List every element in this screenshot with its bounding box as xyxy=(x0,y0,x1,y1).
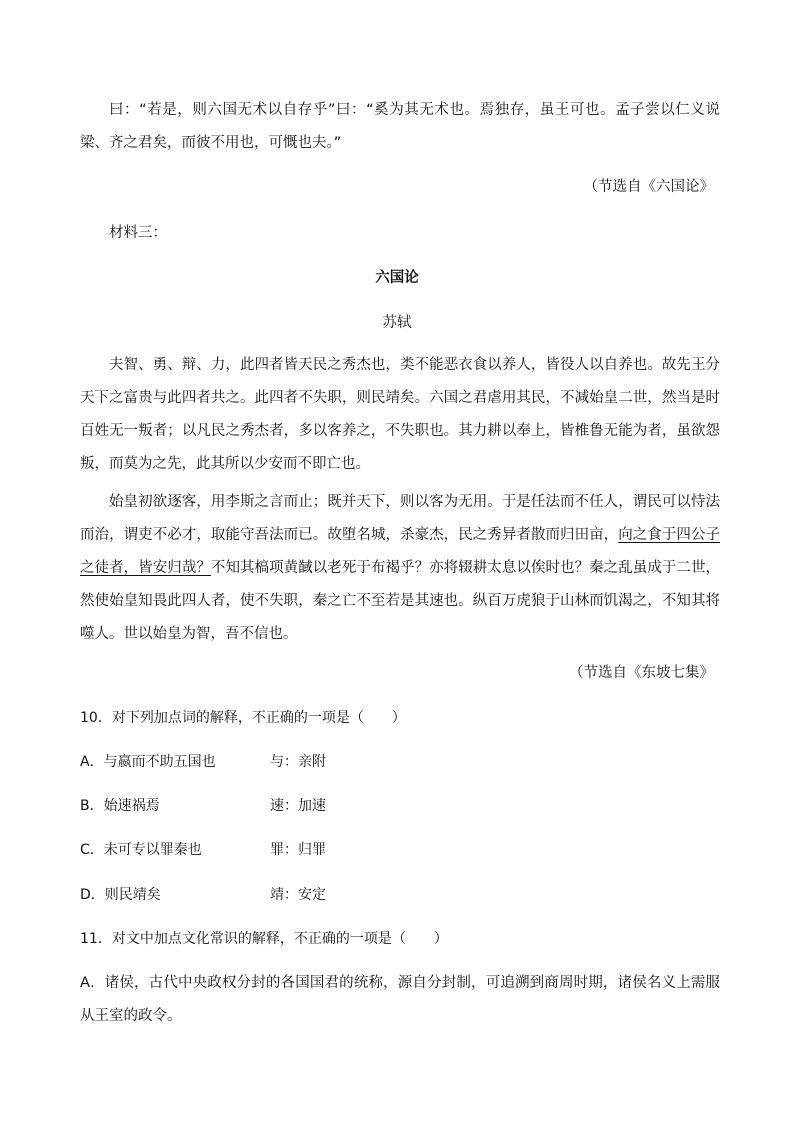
material3-title: 六国论 xyxy=(375,270,419,286)
underlined-sentence: 向之食于四公子之徒者，皆安归哉？ xyxy=(80,527,720,576)
question-10-option-a xyxy=(80,746,326,779)
paragraph-2-part-b: 不知其槁项黄馘以老死于布褐乎？亦将辍耕太息以俟时也？秦之乱虽成于二世，然使始皇知畏此四人者，使不失职，秦之亡不至若是其速也。纵百万虎狼于山林而饥渴之，不知其将噬人。世以始皇为智，吾不信也。 xyxy=(80,560,721,642)
option-term: D．则民靖矣 xyxy=(80,887,161,903)
material3-label: 材料三： xyxy=(109,225,167,241)
option-gloss: 与：亲附 xyxy=(270,754,326,770)
material3-author: 苏轼 xyxy=(382,315,412,331)
question-10-option-c xyxy=(80,834,326,867)
passage2-source: （节选自《六国论》 xyxy=(583,179,714,195)
question-11-option-a: A．诸侯，古代中央政权分封的各国国君的统称，源自分封制，可追溯到商周时期，诸侯名义上需服从王室的政令。 xyxy=(80,975,720,1024)
question-11-stem: 11．对文中加点文化常识的解释，不正确的一项是（ ） xyxy=(80,931,448,947)
option-gloss: 速：加速 xyxy=(270,798,326,814)
question-10-stem: 10．对下列加点词的解释，不正确的一项是（ ） xyxy=(80,710,406,726)
passage2-text: 曰：“若是，则六国无术以自存乎”曰：“奚为其无术也。焉独存，虽王可也。孟子尝以仁义说梁、齐之君矣，而彼不用也，可慨也夫。” xyxy=(80,102,720,151)
option-gloss: 罪：归罪 xyxy=(270,842,326,858)
material3-source: （节选自《东坡七集》 xyxy=(569,665,714,681)
material3-paragraph-2 xyxy=(80,486,720,651)
material3-paragraph-1: 夫智、勇、辩、力，此四者皆天民之秀杰也，类不能恶衣食以养人，皆役人以自养也。故先王分天下之富贵与此四者共之。此四者不失职，则民靖矣。六国之君虐用其民，不减始皇二世，然当是时百姓无一叛者；以凡民之秀杰者，多以客养之，不失职也。其力耕以奉上，皆椎鲁无能为者，虽欲怨叛，而莫为之先，此其所以少安而不即亡也。 xyxy=(80,357,720,472)
option-term: A．与嬴而不助五国也 xyxy=(80,754,216,770)
option-term: C．未可专以罪秦也 xyxy=(80,842,202,858)
question-10-option-b xyxy=(80,790,326,823)
option-gloss: 靖：安定 xyxy=(270,887,326,903)
option-term: B．始速祸焉 xyxy=(80,798,160,814)
paragraph-2-part-a: 始皇初欲逐客，用李斯之言而止；既并天下，则以客为无用。于是任法而不任人，谓民可以恃法而治，谓吏不必才，取能守吾法而已。故堕名城，杀豪杰，民之秀异者散而归田亩， xyxy=(80,494,720,543)
question-10-option-d xyxy=(80,879,326,912)
